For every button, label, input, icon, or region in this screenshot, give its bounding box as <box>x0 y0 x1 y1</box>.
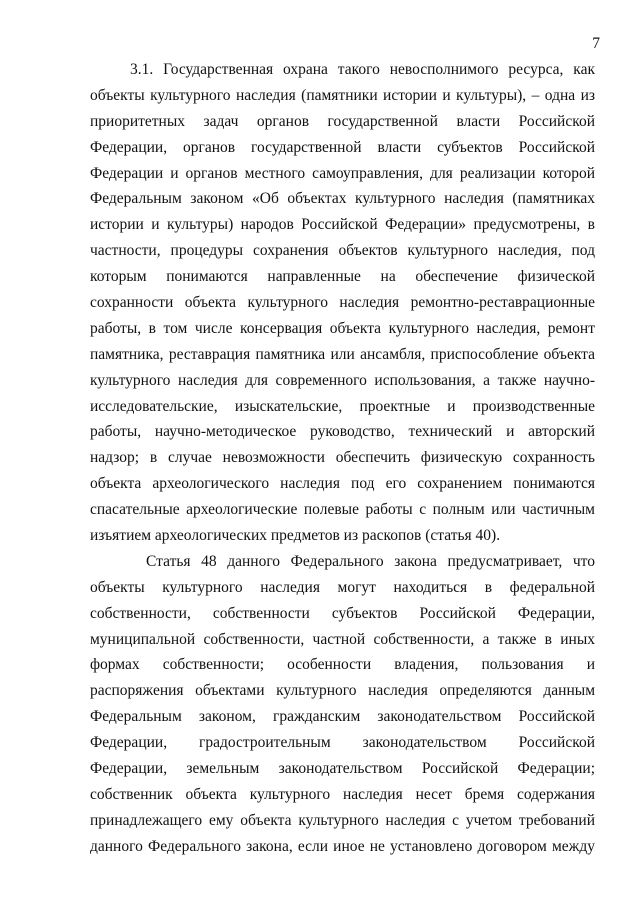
text-line: Федерации, земельным законодательством Российской Федерации; <box>90 760 595 778</box>
text-line: Статья 48 данного Федерального закона предусматривает, что <box>146 552 595 570</box>
text-line: собственник объекта культурного наследия несет бремя содержания <box>90 785 595 803</box>
text-line: данного Федерального закона, если иное не установлено договором между <box>90 837 595 855</box>
text-line: работы, в том числе консервация объекта культурного наследия, ремонт <box>90 319 595 337</box>
text-line: Федерации, органов государственной власти субъектов Российской <box>90 138 595 156</box>
text-line: объекты культурного наследия могут находиться в федеральной <box>90 578 595 596</box>
text-line: Федерации и органов местного самоуправления, для реализации которой <box>90 164 595 182</box>
text-line: объекта археологического наследия под его сохранением понимаются <box>90 475 595 493</box>
paragraph-2 <box>90 549 595 860</box>
text-line: формах собственности; особенности владения, пользования и <box>90 656 595 674</box>
text-line: которым понимаются направленные на обеспечение физической <box>90 268 595 286</box>
text-line: сохранности объекта культурного наследия ремонтно-реставрационные <box>90 294 595 312</box>
paragraph-1 <box>90 57 595 549</box>
text-line: муниципальной собственности, частной собственности, а также в иных <box>90 630 595 648</box>
text-line: Федеральным законом, гражданским законодательством Российской <box>90 708 595 726</box>
text-line: приоритетных задач органов государственной власти Российской <box>90 112 595 130</box>
text-line: собственности, собственности субъектов Российской Федерации, <box>90 604 595 622</box>
text-line: культурного наследия для современного использования, а также научно- <box>90 371 595 389</box>
text-line: работы, научно-методическое руководство, технический и авторский <box>90 423 595 441</box>
text-line: принадлежащего ему объекта культурного наследия с учетом требований <box>90 811 595 829</box>
text-line: изъятием археологических предметов из раскопов (статья 40). <box>90 527 501 545</box>
text-line: памятника, реставрация памятника или ансамбля, приспособление объекта <box>90 345 595 363</box>
document-body <box>90 57 595 860</box>
text-line: исследовательские, изыскательские, проектные и производственные <box>90 397 595 415</box>
text-line: надзор; в случае невозможности обеспечить физическую сохранность <box>90 449 595 467</box>
text-line: спасательные археологические полевые работы с полным или частичным <box>90 501 595 519</box>
text-line: объекты культурного наследия (памятники истории и культуры), – одна из <box>90 86 595 104</box>
text-line: распоряжения объектами культурного наследия определяются данным <box>90 682 595 700</box>
text-line: частности, процедуры сохранения объектов культурного наследия, под <box>90 242 595 260</box>
page-number: 7 <box>592 35 600 52</box>
text-line: истории и культуры) народов Российской Федерации» предусмотрены, в <box>90 216 595 234</box>
text-line: Федерации, градостроительным законодательством Российской <box>90 734 595 752</box>
text-line: Федеральным законом «Об объектах культурного наследия (памятниках <box>90 190 595 208</box>
text-line: 3.1. Государственная охрана такого невосполнимого ресурса, как <box>130 61 595 78</box>
